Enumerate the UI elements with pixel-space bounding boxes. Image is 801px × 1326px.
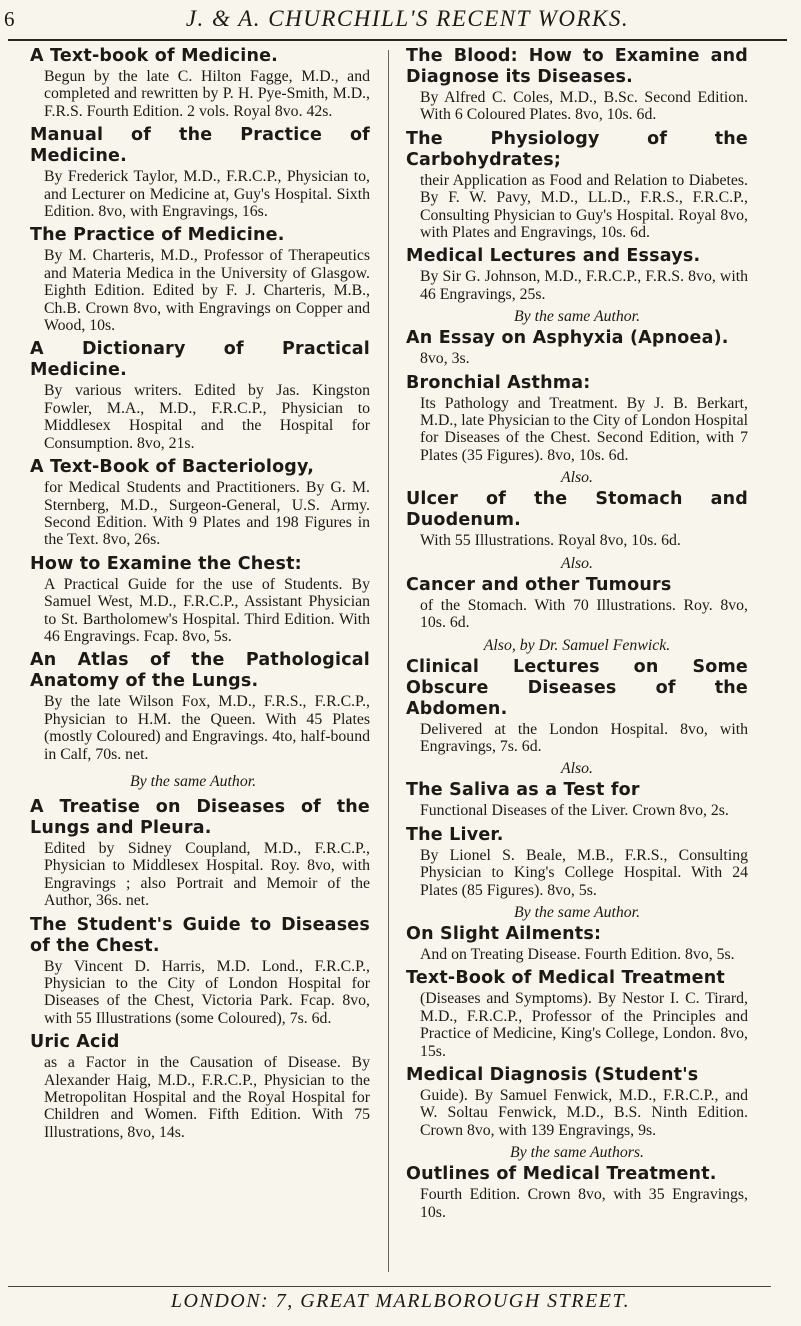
page-number: 6 — [4, 7, 15, 31]
book-entry — [406, 575, 748, 632]
book-description: By Alfred C. Coles, M.D., B.Sc. Second Edition. With 6 Coloured Plates. 8vo, 10s. 6d. — [420, 89, 748, 124]
author-note: By the same Author. — [130, 772, 257, 790]
book-description: A Practical Guide for the use of Students. By Samuel West, M.D., F.R.C.P., Assistant Physician to St. Bartholomew's Hospital. Third Edition. With 46 Engravings. Fcap. 8vo, 5s. — [44, 575, 370, 645]
book-description: By Frederick Taylor, M.D., F.R.C.P., Physician to, and Lecturer on Medicine at, Guy's Hospital. Sixth Edition. 8vo, with Engravings, 16s. — [44, 168, 370, 221]
book-title: Medical Diagnosis (Student's — [406, 1064, 699, 1085]
author-note: Also. — [560, 554, 594, 572]
book-entry — [30, 650, 370, 763]
book-entry — [406, 46, 748, 124]
book-title: Uric Acid — [30, 1032, 120, 1053]
book-title: The Liver. — [406, 824, 504, 845]
book-title: A Text-book of Medicine. — [30, 46, 279, 66]
author-note: Also. — [560, 760, 594, 778]
book-entry — [30, 915, 370, 1028]
book-description: Guide). By Samuel Fenwick, M.D., F.R.C.P., and W. Soltau Fenwick, M.D., B.S. Ninth Edition. Crown 8vo, with 139 Engravings, 9s. — [420, 1086, 748, 1139]
book-title: Outlines of Medical Treatment. — [406, 1164, 717, 1185]
book-description: (Diseases and Symptoms). By Nestor I. C. Tirard, M.D., F.R.C.P., Professor of the Principles and Practice of Medicine, King's College, London. 8vo, 15s. — [420, 990, 748, 1060]
author-note: Also, by Dr. Samuel Fenwick. — [483, 636, 671, 654]
book-description: By M. Charteris, M.D., Professor of Therapeutics and Materia Medica in the University of Glasgow. Eighth Edition. Edited by F. J. Charteris, M.B., Ch.B. Crown 8vo, with Engravings on Copper and Wood, 10s. — [44, 247, 370, 335]
book-entry — [30, 554, 370, 646]
book-entry — [406, 924, 748, 963]
book-title: The Blood: How to Examine and Diagnose its Diseases. — [406, 46, 748, 87]
book-title: Bronchial Asthma: — [406, 372, 591, 393]
book-entry — [30, 1032, 370, 1141]
book-description: Delivered at the London Hospital. 8vo, with Engravings, 7s. 6d. — [420, 720, 748, 755]
book-title: The Physiology of the Carbohydrates; — [406, 128, 748, 170]
book-title: A Dictionary of Practical Medicine. — [30, 339, 370, 381]
book-description: And on Treating Disease. Fourth Edition. 8vo, 5s. — [420, 945, 735, 963]
book-description: By the late Wilson Fox, M.D., F.R.S., F.R.C.P., Physician to H.M. the Queen. With 45 Plates (mostly Coloured) and Engravings. 4to, half-bound in Calf, 70s. net. — [44, 693, 370, 763]
book-title: An Atlas of the Pathological Anatomy of the Lungs. — [30, 650, 370, 692]
book-title: Medical Lectures and Essays. — [406, 246, 701, 267]
header-rule — [8, 39, 787, 41]
book-entry — [30, 46, 370, 120]
book-description: as a Factor in the Causation of Disease. By Alexander Haig, M.D., F.R.C.P., Physician to the Metropolitan Hospital and the Royal Hospital for Children and Women. Fifth Edition. With 75 Illustrations, 8vo, 14s. — [44, 1054, 370, 1141]
book-entry — [406, 825, 748, 899]
book-entry — [406, 1065, 748, 1139]
publisher-address: LONDON: 7, GREAT MARLBOROUGH STREET. — [170, 1290, 631, 1312]
book-title: The Practice of Medicine. — [30, 225, 285, 246]
book-description: With 55 Illustrations. Royal 8vo, 10s. 6d. — [420, 532, 681, 550]
book-description: of the Stomach. With 70 Illustrations. Roy. 8vo, 10s. 6d. — [420, 596, 748, 632]
book-title: Manual of the Practice of Medicine. — [30, 125, 370, 167]
book-title: On Slight Ailments: — [406, 923, 602, 944]
book-description: By Vincent D. Harris, M.D. Lond., F.R.C.P., Physician to the City of London Hospital for Diseases of the Chest, Victoria Park. Fcap. 8vo, with 55 Illustrations (some Coloured), 7s. 6d. — [44, 957, 370, 1027]
book-entry — [30, 457, 370, 549]
book-entry — [406, 1164, 748, 1221]
book-title: Text-Book of Medical Treatment — [406, 968, 725, 989]
book-entry — [30, 225, 370, 334]
header-title: J. & A. CHURCHILL'S RECENT WORKS. — [185, 6, 630, 31]
book-entry — [30, 339, 370, 452]
book-description: for Medical Students and Practitioners. By G. M. Sternberg, M.D., Surgeon-General, U.S. Army. Second Edition. With 9 Plates and 198 Figures in the Text. 8vo, 26s. — [44, 479, 370, 549]
book-entry — [406, 657, 748, 756]
book-title: Clinical Lectures on Some Obscure Diseases of the Abdomen. — [406, 656, 748, 719]
left-column — [30, 46, 370, 1274]
author-note: By the same Authors. — [510, 1144, 644, 1162]
book-description: their Application as Food and Relation to Diabetes. By F. W. Pavy, M.D., LL.D., F.R.S., F.R.C.P., Consulting Physician to Guy's Hospital. Royal 8vo, with Plates and Engravings, 10s. 6d. — [420, 171, 748, 242]
book-title: Cancer and other Tumours — [406, 574, 672, 595]
book-description: By Lionel S. Beale, M.B., F.R.S., Consulting Physician to King's College Hospital. With 24 Plates (85 Figures). 8vo, 5s. — [420, 846, 748, 899]
book-description: By various writers. Edited by Jas. Kingston Fowler, M.A., M.D., F.R.C.P., Physician to Middlesex Hospital and the Hospital for Consumption. 8vo, 21s. — [44, 382, 370, 452]
author-note: Also. — [560, 469, 594, 487]
book-title: A Treatise on Diseases of the Lungs and Pleura. — [30, 796, 370, 838]
book-title: The Saliva as a Test for — [406, 780, 640, 801]
book-entry — [30, 125, 370, 220]
book-entry — [406, 373, 748, 465]
right-column — [406, 46, 748, 1274]
book-description: Functional Diseases of the Liver. Crown 8vo, 2s. — [420, 802, 729, 820]
book-entry — [406, 129, 748, 242]
book-entry — [406, 246, 748, 303]
book-description: Its Pathology and Treatment. By J. B. Berkart, M.D., late Physician to the City of London Hospital for Diseases of the Chest. Second Edition, with 7 Plates (35 Figures). 8vo, 10s. 6d. — [420, 394, 748, 464]
book-title: An Essay on Asphyxia (Apnoea). — [406, 328, 729, 349]
book-entry — [406, 780, 748, 819]
book-entry — [406, 328, 748, 367]
book-description: Begun by the late C. Hilton Fagge, M.D., and completed and rewritten by P. H. Pye-Smith, M.D., F.R.S. Fourth Edition. 2 vols. Royal 8vo. 42s. — [44, 68, 370, 120]
footer-rule — [8, 1286, 771, 1287]
running-header — [4, 6, 791, 36]
book-description: 8vo, 3s. — [420, 350, 470, 368]
book-description: Edited by Sidney Coupland, M.D., F.R.C.P., Physician to Middlesex Hospital. Roy. 8vo, with Engravings ; also Portrait and Memoir of the Author, 36s. net. — [44, 839, 370, 910]
book-entry — [406, 489, 748, 549]
book-entry — [406, 968, 748, 1060]
author-note: By the same Author. — [513, 903, 641, 921]
book-title: How to Examine the Chest: — [30, 553, 302, 574]
book-title: Ulcer of the Stomach and Duodenum. — [406, 489, 748, 531]
column-divider — [388, 50, 389, 1272]
book-entry — [30, 797, 370, 910]
book-title: The Student's Guide to Diseases of the Chest. — [30, 914, 370, 956]
book-title: A Text-Book of Bacteriology, — [30, 457, 315, 478]
book-description: By Sir G. Johnson, M.D., F.R.C.P., F.R.S. 8vo, with 46 Engravings, 25s. — [420, 268, 748, 303]
book-description: Fourth Edition. Crown 8vo, with 35 Engravings, 10s. — [420, 1186, 748, 1221]
author-note: By the same Author. — [513, 308, 641, 326]
